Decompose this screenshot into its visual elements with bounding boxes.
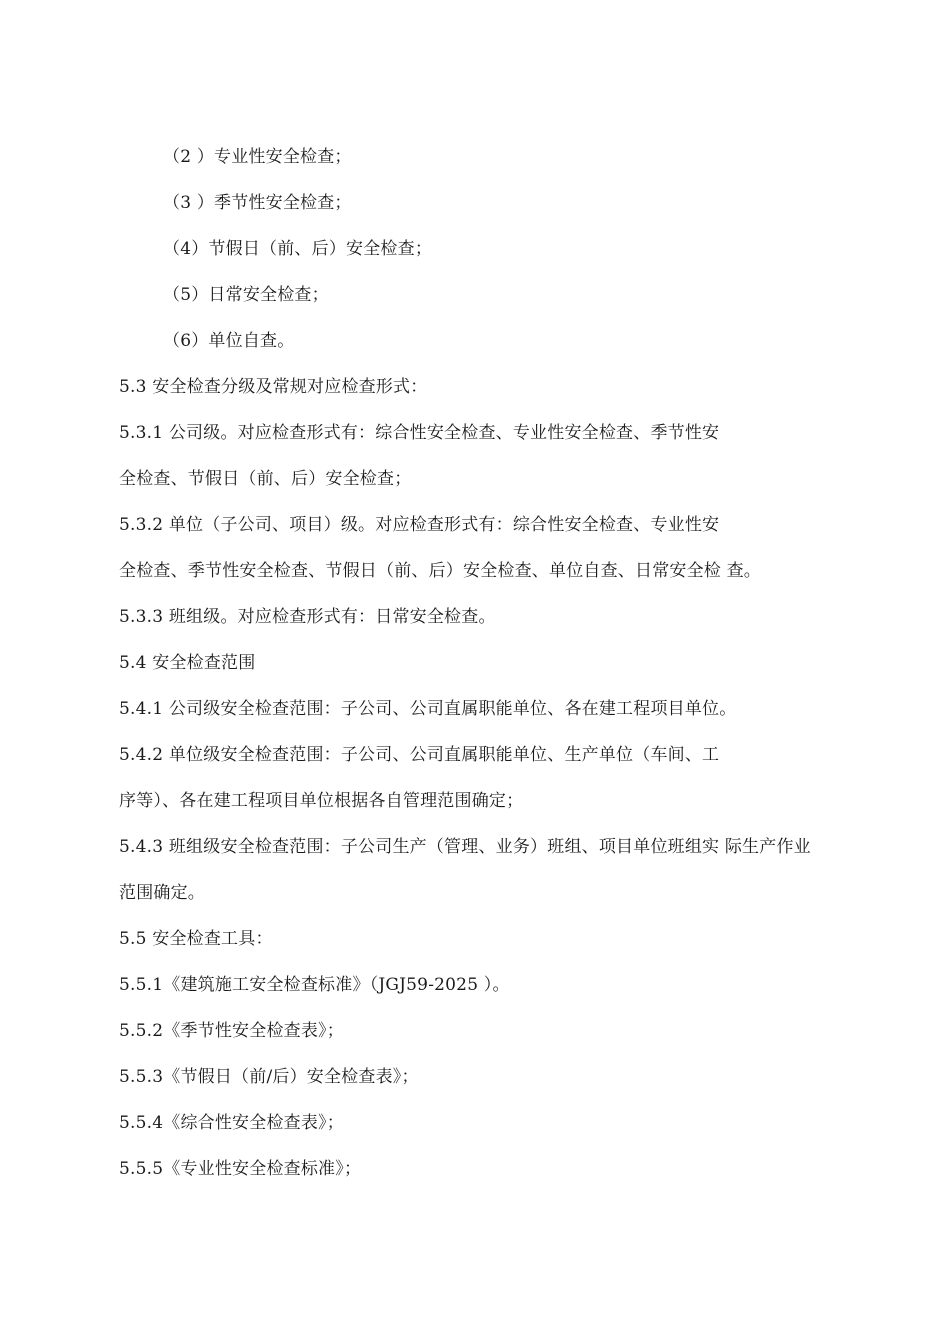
paragraph-5-5-1: 5.5.1《建筑施工安全检查标准》（JGJ59-2025 ）。 [119,975,510,995]
paragraph-5-4-2: 5.4.2 单位级安全检查范围：子公司、公司直属职能单位、生产单位（车间、工 [119,745,720,765]
list-item-2: （2 ）专业性安全检查； [163,147,352,167]
paragraph-5-4-1: 5.4.1 公司级安全检查范围：子公司、公司直属职能单位、各在建工程项目单位。 [119,699,737,719]
section-heading-5-3: 5.3 安全检查分级及常规对应检查形式： [119,377,428,397]
list-item-3: （3 ）季节性安全检查； [163,193,352,213]
paragraph-5-4-2-cont: 序等）、各在建工程项目单位根据各自管理范围确定； [119,791,524,811]
paragraph-5-3-3: 5.3.3 班组级。对应检查形式有：日常安全检查。 [119,607,496,627]
section-heading-5-4: 5.4 安全检查范围 [119,653,256,673]
paragraph-5-4-3-cont: 范围确定。 [119,883,205,903]
paragraph-5-4-3: 5.4.3 班组级安全检查范围：子公司生产（管理、业务）班组、项目单位班组实 际生产作业 [119,837,811,857]
section-heading-5-5: 5.5 安全检查工具： [119,929,273,949]
paragraph-5-5-2: 5.5.2《季节性安全检查表》； [119,1021,344,1041]
list-item-5: （5）日常安全检查； [163,285,329,305]
list-item-6: （6）单位自查。 [163,331,295,351]
paragraph-5-5-4: 5.5.4《综合性安全检查表》； [119,1113,344,1133]
paragraph-5-3-1-cont: 全检查、节假日（前、后）安全检查； [119,469,412,489]
paragraph-5-3-2-cont: 全检查、季节性安全检查、节假日（前、后）安全检查、单位自查、日常安全检 查。 [119,561,762,581]
paragraph-5-3-1: 5.3.1 公司级。对应检查形式有：综合性安全检查、专业性安全检查、季节性安 [119,423,720,443]
paragraph-5-5-5: 5.5.5《专业性安全检查标准》； [119,1159,362,1179]
paragraph-5-3-2: 5.3.2 单位（子公司、项目）级。对应检查形式有：综合性安全检查、专业性安 [119,515,720,535]
list-item-4: （4）节假日（前、后）安全检查； [163,239,433,259]
paragraph-5-5-3: 5.5.3《节假日（前/后）安全检查表》； [119,1067,419,1087]
